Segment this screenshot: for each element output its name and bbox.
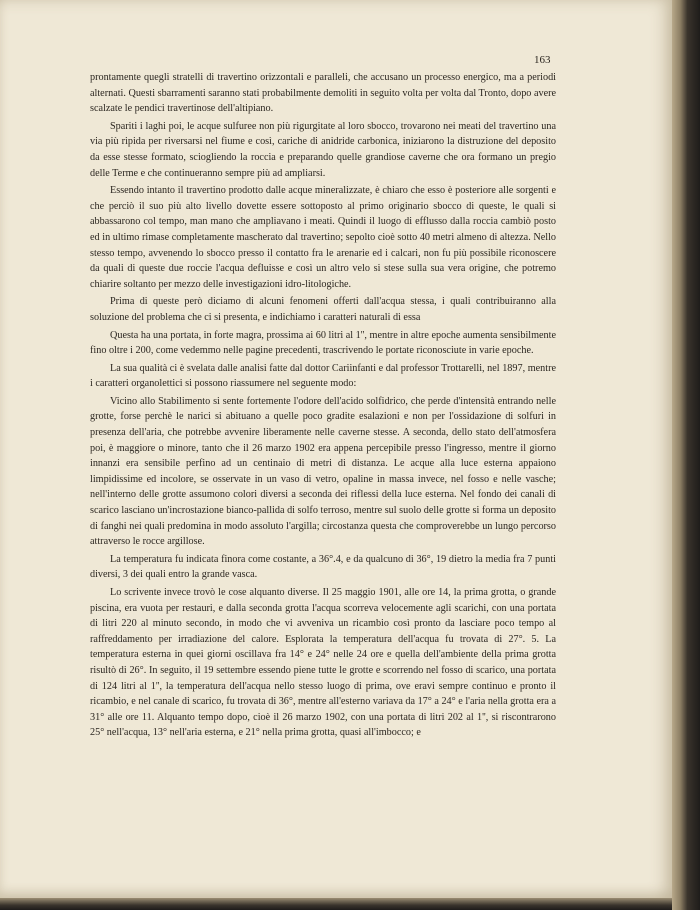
page-number: 163 [534, 54, 551, 66]
paragraph-8: La temperatura fu indicata finora come costante, a 36°.4, e da qualcuno di 36°, 19 dietro la media fra 7 punti diversi, 3 dei quali entro la grande vasca. [90, 553, 556, 581]
paragraph-7: Vicino allo Stabilimento si sente fortemente l'odore dell'acido solfidrico, che perde d'intensità entrando nelle grotte, forse perchè le narici si abituano a quelle poco gradite esalazioni e non per l'ossidazione di solfuri in presenza dell'aria, che potrebbe avvenire liberamente nelle caverne stesse. A seconda, dello stato dell'atmosfera poi, è maggiore o minore, tanto che il 26 marzo 1902 era appena percepibile presso l'ingresso, mentre il giorno innanzi era sensibile perfino ad un centinaio di metri di distanza. Le acque alla luce esterna appaiono limpidissime ed incolore, se osservate in un vaso di vetro, opaline in massa invece, nel fosso e nelle vasche; nell'interno delle grotte assumono colori diversi a seconda dei riflessi della luce esterna. Nel fondo dei canali di scarico lasciano un'incrostazione bianco-pallida di solfo terroso, mentre sul suolo delle grotte si forma un deposito di fanghi nei quali predomina in modo assoluto l'argilla; circostanza questa che comproverebbe un lungo percorso attraverso le rocce argillose. [90, 395, 556, 548]
page-edge [672, 0, 700, 910]
paragraph-5: Questa ha una portata, in forte magra, prossima ai 60 litri al 1'', mentre in altre epoche aumenta sensibilmente fino oltre i 200, come vedemmo nelle pagine precedenti, trascrivendo le portate riconosciute in varie epoche. [90, 329, 556, 357]
paragraph-4: Prima di queste però diciamo di alcuni fenomeni offerti dall'acqua stessa, i quali contribuiranno alla soluzione del problema che ci si presenta, e indichiamo i caratteri naturali di essa [90, 296, 556, 323]
body-text [90, 70, 556, 743]
page-bottom-edge [0, 898, 672, 910]
paragraph-1: prontamente quegli stratelli di travertino orizzontali e paralleli, che accusano un processo energico, ma a periodi alternati. Questi sbarramenti saranno stati probabilmente demoliti in seguito volta per volta dal Tronto, dopo avere scalzate le pendici travertinose dell'altipiano. [90, 72, 556, 115]
paragraph-9: Lo scrivente invece trovò le cose alquanto diverse. Il 25 maggio 1901, alle ore 14, la prima grotta, o grande piscina, era vuota per restauri, e dalla seconda grotta l'acqua scorreva velocemente agli scarichi, con una portata di litri 220 al minuto secondo, in modo che vi avveniva un ricambio così pronto da lasciare poco tempo al raffreddamento per irradiazione del calore. Esplorata la temperatura dell'acqua fu trovata di 27°. 5. La temperatura esterna in quei giorni oscillava fra 14° e 24° nelle 24 ore e quella dell'ambiente della prima grotta risultò di 26°. In seguito, il 19 settembre essendo piene tutte le grotte e scorrendo nel fosso di scarico, una portata di 124 litri al 1'', la temperatura dell'acqua nello stesso luogo di prima, ove eravi sempre continuo e pronto il ricambio, e nel canale di scarico, fu trovata di 36°, mentre all'esterno variava da 17° a 24° e l'aria nella grotta era a 31° alle ore 11. Alquanto tempo dopo, cioè il 26 marzo 1902, con una portata di litri 202 al 1'', si riscontrarono 25° nell'acqua, 13° nell'aria esterna, e 21° nella prima grotta, quasi all'imbocco; e [90, 587, 556, 739]
paragraph-3: Essendo intanto il travertino prodotto dalle acque mineralizzate, è chiaro che esso è posteriore alle sorgenti e che perciò il suo più alto livello dovette essere sottoposto al primo originario sbocco di queste, le quali si abbassarono col tempo, man mano che ampliavano i meati. Quindi il luogo di efflusso dalla roccia cambiò posto ed in ultimo rimase completamente mascherato dal travertino; sepolto cioè sotto 40 metri almeno di altezza. Nello stesso tempo, avvenendo lo sbocco presso il contatto fra le arenarie ed i calcari, non fu più possibile riconoscere da quali di queste due roccie l'acqua defluisse e così un altro velo si stese sulla sua vera origine, che potremo chiarire soltanto per mezzo delle investigazioni idro-litologiche. [90, 185, 556, 290]
paragraph-2: Spariti i laghi poi, le acque sulfuree non più rigurgitate al loro sbocco, trovarono nei meati del travertino una via più ripida per riversarsi nel fiume e così, cariche di anidride carbonica, iniziarono la distruzione del deposito da esse stesse formato, sciogliendo la roccia e preparando quelle grandiose caverne che ora formano un pregio delle Terme e che continueranno sempre più ad ampliarsi. [90, 120, 556, 179]
paragraph-6: La sua qualità ci è svelata dalle analisi fatte dal dottor Cariinfanti e dal professor Trottarelli, nel 1897, mentre i caratteri organolettici si possono riassumere nel seguente modo: [90, 362, 556, 390]
